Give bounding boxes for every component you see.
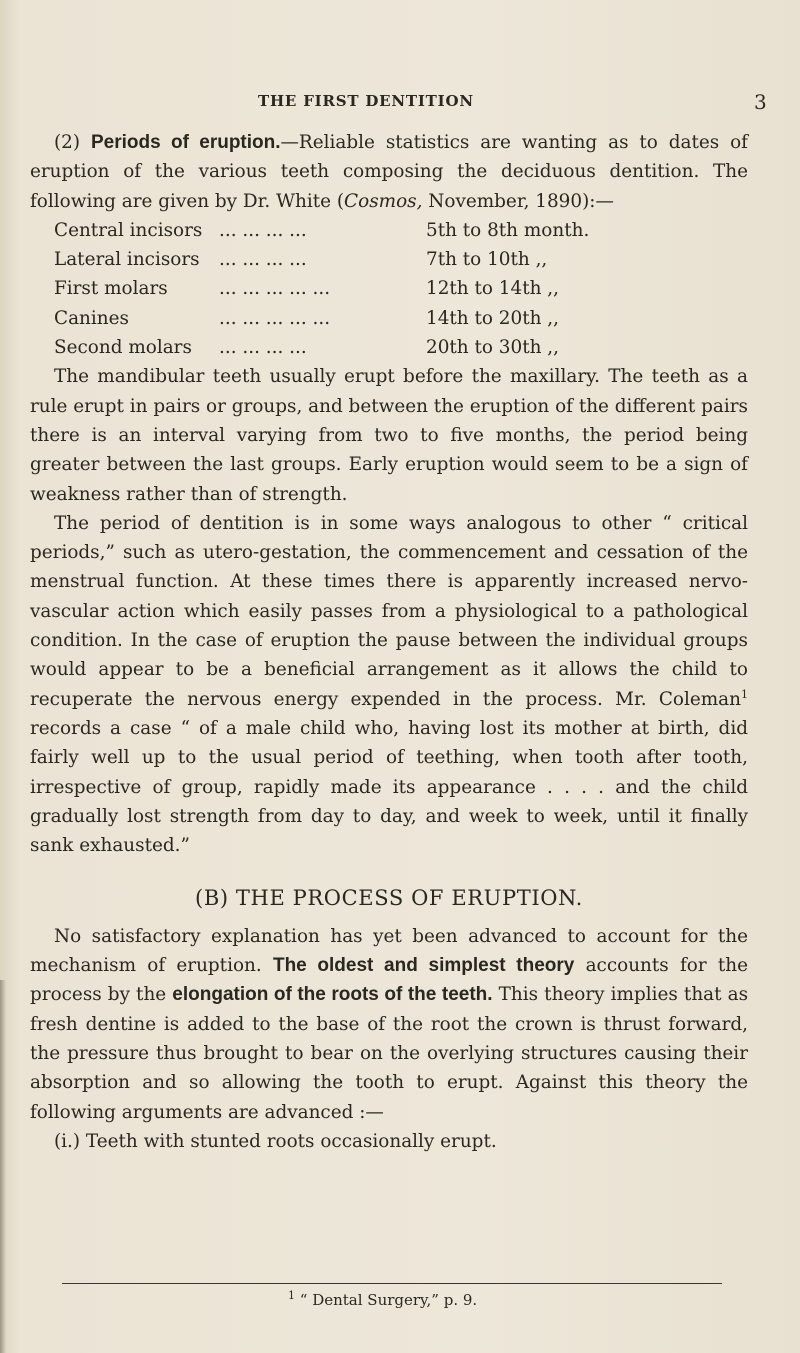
table-row — [54, 333, 626, 362]
section-intro-text-end: November, 1890):— — [422, 190, 614, 212]
tooth-name: Canines — [54, 307, 129, 329]
leader-dots: ... ... ... ... — [219, 249, 307, 271]
footnote — [288, 1291, 477, 1309]
emphasis-text: elongation of the roots of the teeth. — [172, 984, 493, 1006]
leader-dots: ... ... ... ... ... — [219, 278, 331, 300]
table-row — [54, 304, 626, 333]
section-lead: Periods of eruption. — [90, 132, 281, 153]
table-row — [54, 274, 626, 303]
argument-item: (i.) Teeth with stunted roots occasionally erupt. — [54, 1130, 497, 1152]
emphasis-text: The oldest and simplest theory — [272, 955, 575, 977]
page-binding-shadow — [0, 980, 6, 1353]
eruption-range: 5th to 8th month. — [426, 219, 590, 241]
running-head: THE FIRST DENTITION — [258, 92, 474, 110]
critical-periods-paragraph — [30, 509, 748, 861]
leader-dots: ... ... ... ... ... — [219, 307, 331, 329]
leader-dots: ... ... ... ... — [219, 337, 307, 359]
eruption-range: 14th to 20th ,, — [426, 307, 559, 329]
tooth-name: Lateral incisors — [54, 249, 200, 271]
tooth-name: Second molars — [54, 337, 192, 359]
citation-title: Cosmos, — [344, 190, 423, 212]
table-row — [54, 245, 626, 274]
paragraph-text: No satisfactory explanation has yet been advanced to account for the mechanism of eruption. — [30, 925, 748, 977]
paragraph-text: records a case “ of a male child who, having lost its mother at birth, did fairly well up to the usual period of teething, when tooth after tooth, irrespective of group, rapidly made its appearance . . . . and the child gradually lost strength from day to day, and week to week, until it finally sank exhausted.” — [30, 717, 748, 857]
section-label: (2) — [54, 132, 81, 153]
page-header — [0, 92, 800, 116]
tooth-name: First molars — [54, 278, 168, 300]
paragraph-text: This theory implies that as fresh dentine is added to the base of the root the crown is thrust forward, the pressure thus brought to bear on the overlying structures causing their absorption and so allowing the tooth to erupt. Against this theory the following arguments are advanced :— — [30, 984, 749, 1123]
periods-of-eruption-paragraph — [30, 128, 748, 216]
section-intro-text: —Reliable statistics are wanting as to dates of eruption of the various teeth composing the deciduous dentition. The following are given by Dr. White ( — [30, 132, 748, 212]
footnote-reference: 1 — [741, 687, 748, 701]
footnote-divider — [62, 1283, 722, 1284]
footnote-text: “ Dental Surgery,” p. 9. — [295, 1291, 478, 1309]
paragraph-text: accounts for the process by the — [30, 955, 748, 1006]
tooth-name: Central incisors — [54, 219, 203, 241]
process-of-eruption-paragraph — [30, 922, 748, 1127]
eruption-dates-table — [54, 216, 626, 362]
section-heading: (B) THE PROCESS OF ERUPTION. — [195, 886, 583, 911]
table-row — [54, 216, 626, 245]
leader-dots: ... ... ... ... — [219, 219, 307, 241]
mandibular-paragraph: The mandibular teeth usually erupt before the maxillary. The teeth as a rule erupt in pairs or groups, and between the eruption of the different pairs there is an interval varying from two to five months, the period being greater between the last groups. Early eruption would seem to be a sign of weakness rather than of strength. — [30, 366, 748, 505]
footnote-marker: 1 — [288, 1289, 295, 1302]
eruption-range: 20th to 30th ,, — [426, 337, 559, 359]
page-number: 3 — [754, 90, 767, 114]
page-body — [30, 128, 748, 1156]
eruption-range: 12th to 14th ,, — [426, 278, 559, 300]
eruption-range: 7th to 10th ,, — [426, 249, 548, 271]
paragraph-text: The period of dentition is in some ways analogous to other “ critical periods,” such as utero-gestation, the commencement and cessation of the menstrual function. At these times there is apparently increased nervo-vascular action which easily passes from a physiological to a pathological condition. In the case of eruption the pause between the individual groups would appear to be a beneficial arrangement as it allows the child to recuperate the nervous energy expended in the process. Mr. Coleman — [30, 512, 748, 710]
